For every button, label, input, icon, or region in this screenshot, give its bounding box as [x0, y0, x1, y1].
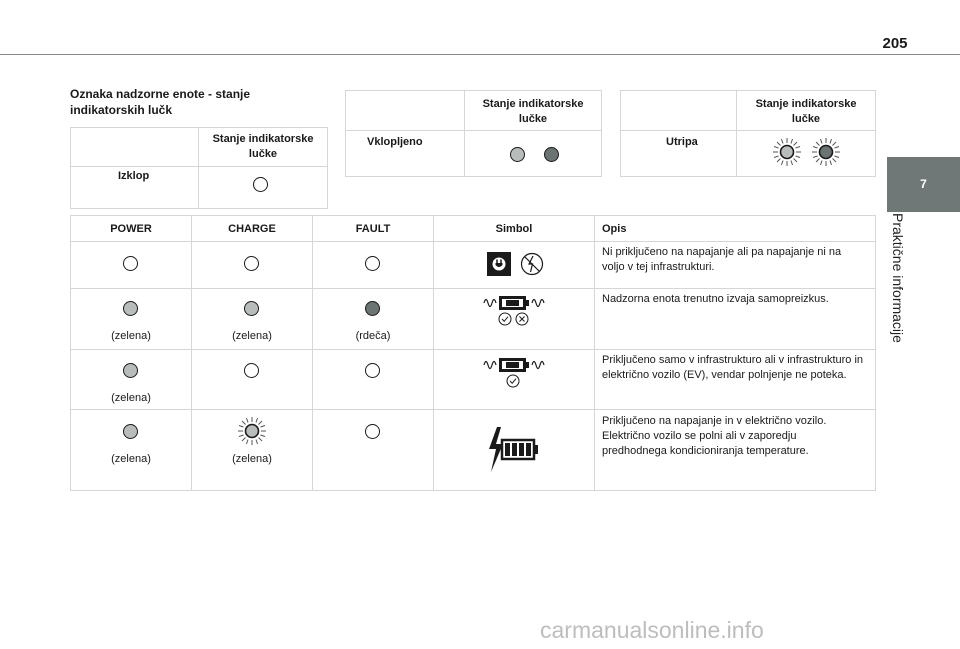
charging-battery-icon: [485, 427, 541, 472]
lamp-label: (rdeča): [355, 330, 391, 342]
lamp-label: (zelena): [111, 392, 151, 404]
status-header: Stanje indikatorske lučke: [755, 98, 857, 125]
blink-green-icon: [772, 137, 802, 167]
lamp-label: (zelena): [111, 453, 151, 465]
column-header-symbol: Simbol: [495, 223, 533, 235]
page-number: 205: [882, 35, 908, 52]
lamp-off-icon: [365, 424, 380, 439]
check-circle-icon: [506, 374, 520, 388]
row-description: Priključeno samo v infrastrukturo ali v infrastrukturo in električno vozilo (EV), vendar polnjenje ne poteka.: [602, 354, 864, 381]
blink-green-icon: [237, 416, 267, 446]
row-description: Priključeno na napajanje in v električno vozilo. Električno vozilo se polni ali v zaporedju predhodnega kondicioniranja temperature.: [602, 415, 827, 457]
status-header: Stanje indikatorske lučke: [212, 133, 314, 160]
column-header-power: POWER: [110, 223, 152, 235]
lamp-off-icon: [123, 256, 138, 271]
lamp-label: (zelena): [232, 330, 272, 342]
lamp-dark-icon: [365, 301, 380, 316]
status-header: Stanje indikatorske lučke: [482, 98, 584, 125]
battery-wave-icon: [483, 294, 545, 312]
lamp-off-icon: [365, 363, 380, 378]
lamp-green-icon: [123, 363, 138, 378]
status-label-off: Izklop: [118, 170, 150, 182]
lamp-green-icon: [123, 301, 138, 316]
lamp-label: (zelena): [232, 453, 272, 465]
no-power-icon: [520, 252, 544, 276]
header-rule: [0, 54, 960, 55]
blink-dark-icon: [811, 137, 841, 167]
watermark: carmanualsonline.info: [540, 617, 764, 643]
column-header-description: Opis: [602, 223, 627, 235]
row-description: Ni priključeno na napajanje ali pa napajanje ni na voljo v tej infrastrukturi.: [602, 246, 842, 273]
status-table-off: [70, 127, 328, 209]
battery-wave-icon: [483, 356, 545, 374]
column-header-fault: FAULT: [355, 223, 391, 235]
lamp-green-icon: [123, 424, 138, 439]
status-label-blink: Utripa: [666, 136, 698, 148]
column-header-charge: CHARGE: [228, 223, 276, 235]
chapter-title: Praktične informacije: [890, 213, 906, 343]
lamp-off-icon: [244, 256, 259, 271]
check-circle-icon: [498, 312, 512, 326]
lamp-off-icon: [244, 363, 259, 378]
status-table-blink: [620, 90, 876, 177]
lamp-green-icon: [510, 147, 525, 162]
status-table-main: [70, 215, 876, 491]
status-table-on: [345, 90, 602, 177]
cross-circle-icon: [515, 312, 529, 326]
lamp-off-icon: [365, 256, 380, 271]
chapter-tab[interactable]: 7: [887, 157, 960, 212]
status-label-on: Vklopljeno: [367, 136, 423, 148]
section-heading: Oznaka nadzorne enote - stanje indikatorskih lučk: [70, 87, 251, 117]
row-description: Nadzorna enota trenutno izvaja samopreizkus.: [602, 293, 829, 305]
lamp-label: (zelena): [111, 330, 151, 342]
plug-icon: [487, 252, 511, 276]
lamp-off-icon: [253, 177, 268, 192]
lamp-dark-icon: [544, 147, 559, 162]
lamp-green-icon: [244, 301, 259, 316]
chapter-title-vertical: [868, 213, 928, 373]
